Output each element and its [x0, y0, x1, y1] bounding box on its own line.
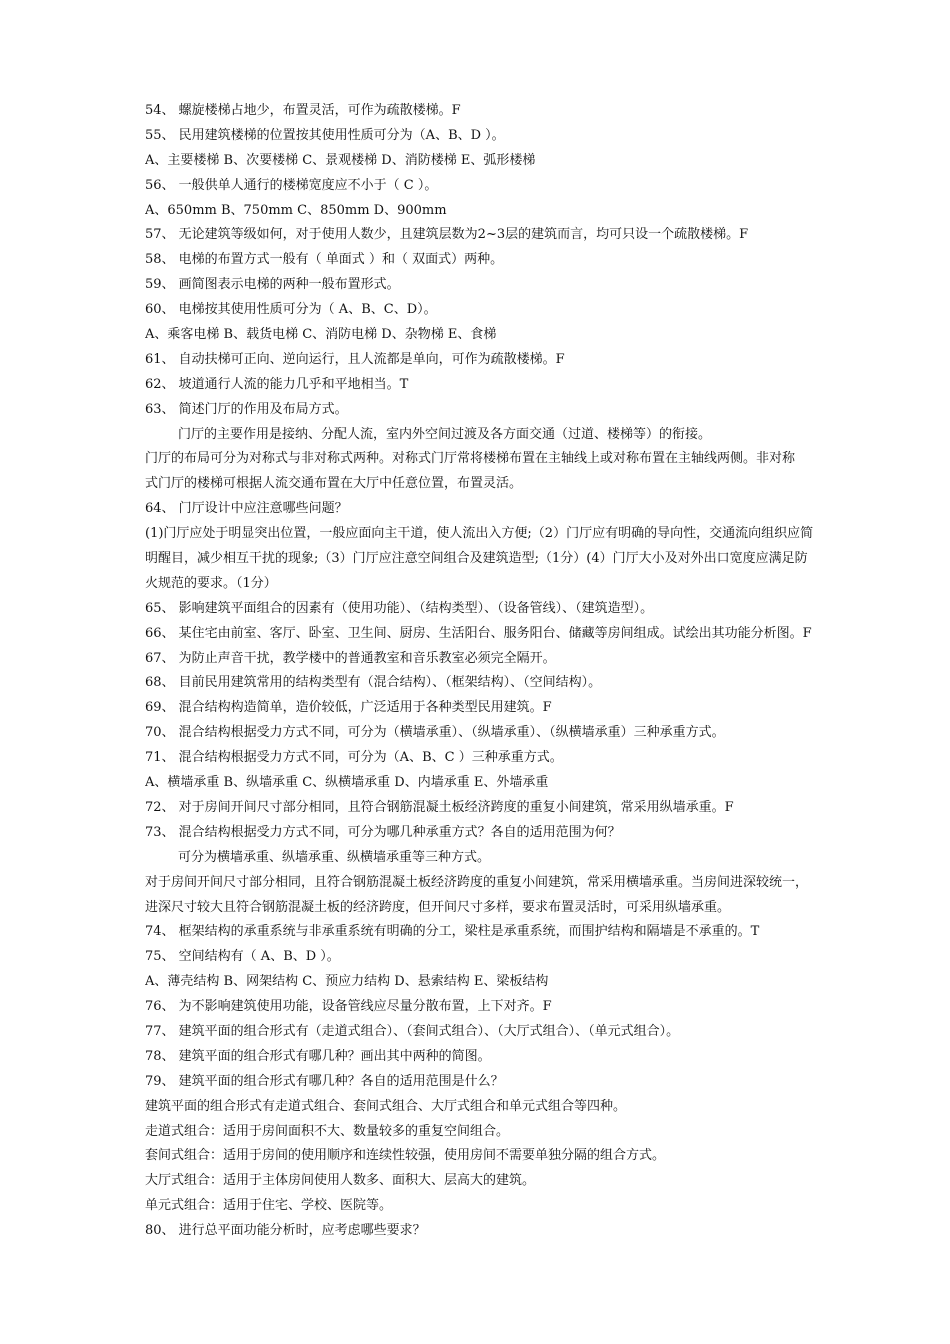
- text-line: 66、 某住宅由前室、客厅、卧室、卫生间、厨房、生活阳台、服务阳台、储藏等房间组成。试绘出其功能分析图。F: [145, 625, 812, 641]
- text-line: 61、 自动扶梯可正向、逆向运行，且人流都是单向，可作为疏散楼梯。F: [145, 351, 565, 367]
- text-line: 54、 螺旋楼梯占地少，布置灵活，可作为疏散楼梯。F: [145, 103, 461, 118]
- document-body: [145, 99, 863, 1244]
- text-line: 64、 门厅设计中应注意哪些问题？: [145, 501, 348, 517]
- text-line: 55、 民用建筑楼梯的位置按其使用性质可分为（A、B、D ）。: [145, 127, 505, 143]
- text-line: 75、 空间结构有（ A、B、D ）。: [145, 949, 340, 965]
- text-line: 火规范的要求。（1分）: [145, 575, 277, 591]
- text-line: A、薄壳结构 B、网架结构 C、预应力结构 D、悬索结构 E、梁板结构: [145, 974, 549, 990]
- text-line: 可分为横墙承重、纵墙承重、纵横墙承重等三种方式。: [178, 849, 491, 865]
- text-line: 大厅式组合：适用于主体房间使用人数多、面积大、层高大的建筑。: [145, 1173, 536, 1189]
- text-line: 建筑平面的组合形式有走道式组合、套间式组合、大厅式组合和单元式组合等四种。: [145, 1098, 627, 1114]
- text-line: A、650mm B、750mm C、850mm D、900mm: [145, 202, 447, 218]
- text-line: 79、 建筑平面的组合形式有哪几种？各自的适用范围是什么？: [145, 1073, 504, 1089]
- text-line: 56、 一般供单人通行的楼梯宽度应不小于（ C ）。: [145, 177, 438, 193]
- text-line: 72、 对于房间开间尺寸部分相同，且符合钢筋混凝土板经济跨度的重复小间建筑，常采用纵墙承重。F: [145, 799, 734, 815]
- text-line: 单元式组合：适用于住宅、学校、医院等。: [145, 1198, 393, 1214]
- text-line: 69、 混合结构构造简单，造价较低，广泛适用于各种类型民用建筑。F: [145, 700, 552, 716]
- text-line: 57、 无论建筑等级如何，对于使用人数少，且建筑层数为2~3层的建筑而言，均可只设一个疏散楼梯。F: [145, 227, 749, 243]
- text-line: A、乘客电梯 B、载货电梯 C、消防电梯 D、杂物梯 E、食梯: [145, 327, 497, 343]
- text-line: 走道式组合：适用于房间面积不大、数量较多的重复空间组合。: [145, 1123, 510, 1139]
- text-line: 明醒目，减少相互干扰的现象;（3）门厅应注意空间组合及建筑造型;（1分）(4）门厅大小及对外出口宽度应满足防: [145, 551, 808, 567]
- text-line: 78、 建筑平面的组合形式有哪几种？画出其中两种的简图。: [145, 1048, 491, 1064]
- text-line: 74、 框架结构的承重系统与非承重系统有明确的分工，梁柱是承重系统，而围护结构和隔墙是不承重的。T: [145, 924, 760, 940]
- text-line: 对于房间开间尺寸部分相同，且符合钢筋混凝土板经济跨度的重复小间建筑，常采用横墙承重。当房间进深较统一，: [145, 874, 809, 890]
- text-line: A、主要楼梯 B、次要楼梯 C、景观楼梯 D、消防楼梯 E、弧形楼梯: [145, 152, 536, 168]
- text-line: 67、 为防止声音干扰，教学楼中的普通教室和音乐教室必须完全隔开。: [145, 650, 556, 666]
- text-line: 58、 电梯的布置方式一般有（ 单面式 ）和（ 双面式）两种。: [145, 252, 504, 268]
- text-line: (1)门厅应处于明显突出位置，一般应面向主干道，使人流出入方便;（2）门厅应有明确的导向性，交通流向组织应简: [145, 526, 814, 542]
- text-line: 70、 混合结构根据受力方式不同，可分为（横墙承重）、（纵墙承重）、（纵横墙承重）三种承重方式。: [145, 725, 725, 741]
- text-line: 77、 建筑平面的组合形式有（走道式组合）、（套间式组合）、（大厅式组合）、（单元式组合）。: [145, 1023, 680, 1039]
- text-line: 76、 为不影响建筑使用功能，设备管线应尽量分散布置，上下对齐。F: [145, 999, 552, 1015]
- text-line: A、横墙承重 B、纵墙承重 C、纵横墙承重 D、内墙承重 E、外墙承重: [145, 775, 549, 791]
- text-line: 80、 进行总平面功能分析时，应考虑哪些要求？: [145, 1223, 426, 1239]
- text-line: 进深尺寸较大且符合钢筋混凝土板的经济跨度，但开间尺寸多样，要求布置灵活时，可采用纵墙承重。: [145, 899, 731, 915]
- text-line: 63、 简述门厅的作用及布局方式。: [145, 401, 348, 417]
- text-line: 62、 坡道通行人流的能力几乎和平地相当。T: [145, 376, 409, 392]
- text-line: 73、 混合结构根据受力方式不同，可分为哪几种承重方式？各自的适用范围为何？: [145, 824, 621, 840]
- text-line: 门厅的布局可分为对称式与非对称式两种。对称式门厅常将楼梯布置在主轴线上或对称布置在主轴线两侧。非对称: [145, 451, 796, 467]
- text-line: 60、 电梯按其使用性质可分为（ A、B、C、D）。: [145, 302, 437, 318]
- text-line: 65、 影响建筑平面组合的因素有（使用功能）、（结构类型）、（设备管线）、（建筑造型）。: [145, 600, 654, 616]
- text-line: 59、 画简图表示电梯的两种一般布置形式。: [145, 277, 400, 293]
- text-line: 68、 目前民用建筑常用的结构类型有（混合结构）、（框架结构）、（空间结构）。: [145, 675, 602, 691]
- text-line: 门厅的主要作用是接纳、分配人流，室内外空间过渡及各方面交通（过道、楼梯等）的衔接。: [178, 426, 712, 442]
- text-line: 式门厅的楼梯可根据人流交通布置在大厅中任意位置，布置灵活。: [145, 476, 523, 492]
- text-line: 套间式组合：适用于房间的使用顺序和连续性较强，使用房间不需要单独分隔的组合方式。: [145, 1148, 666, 1164]
- text-line: 71、 混合结构根据受力方式不同，可分为（A、B、C ）三种承重方式。: [145, 750, 563, 766]
